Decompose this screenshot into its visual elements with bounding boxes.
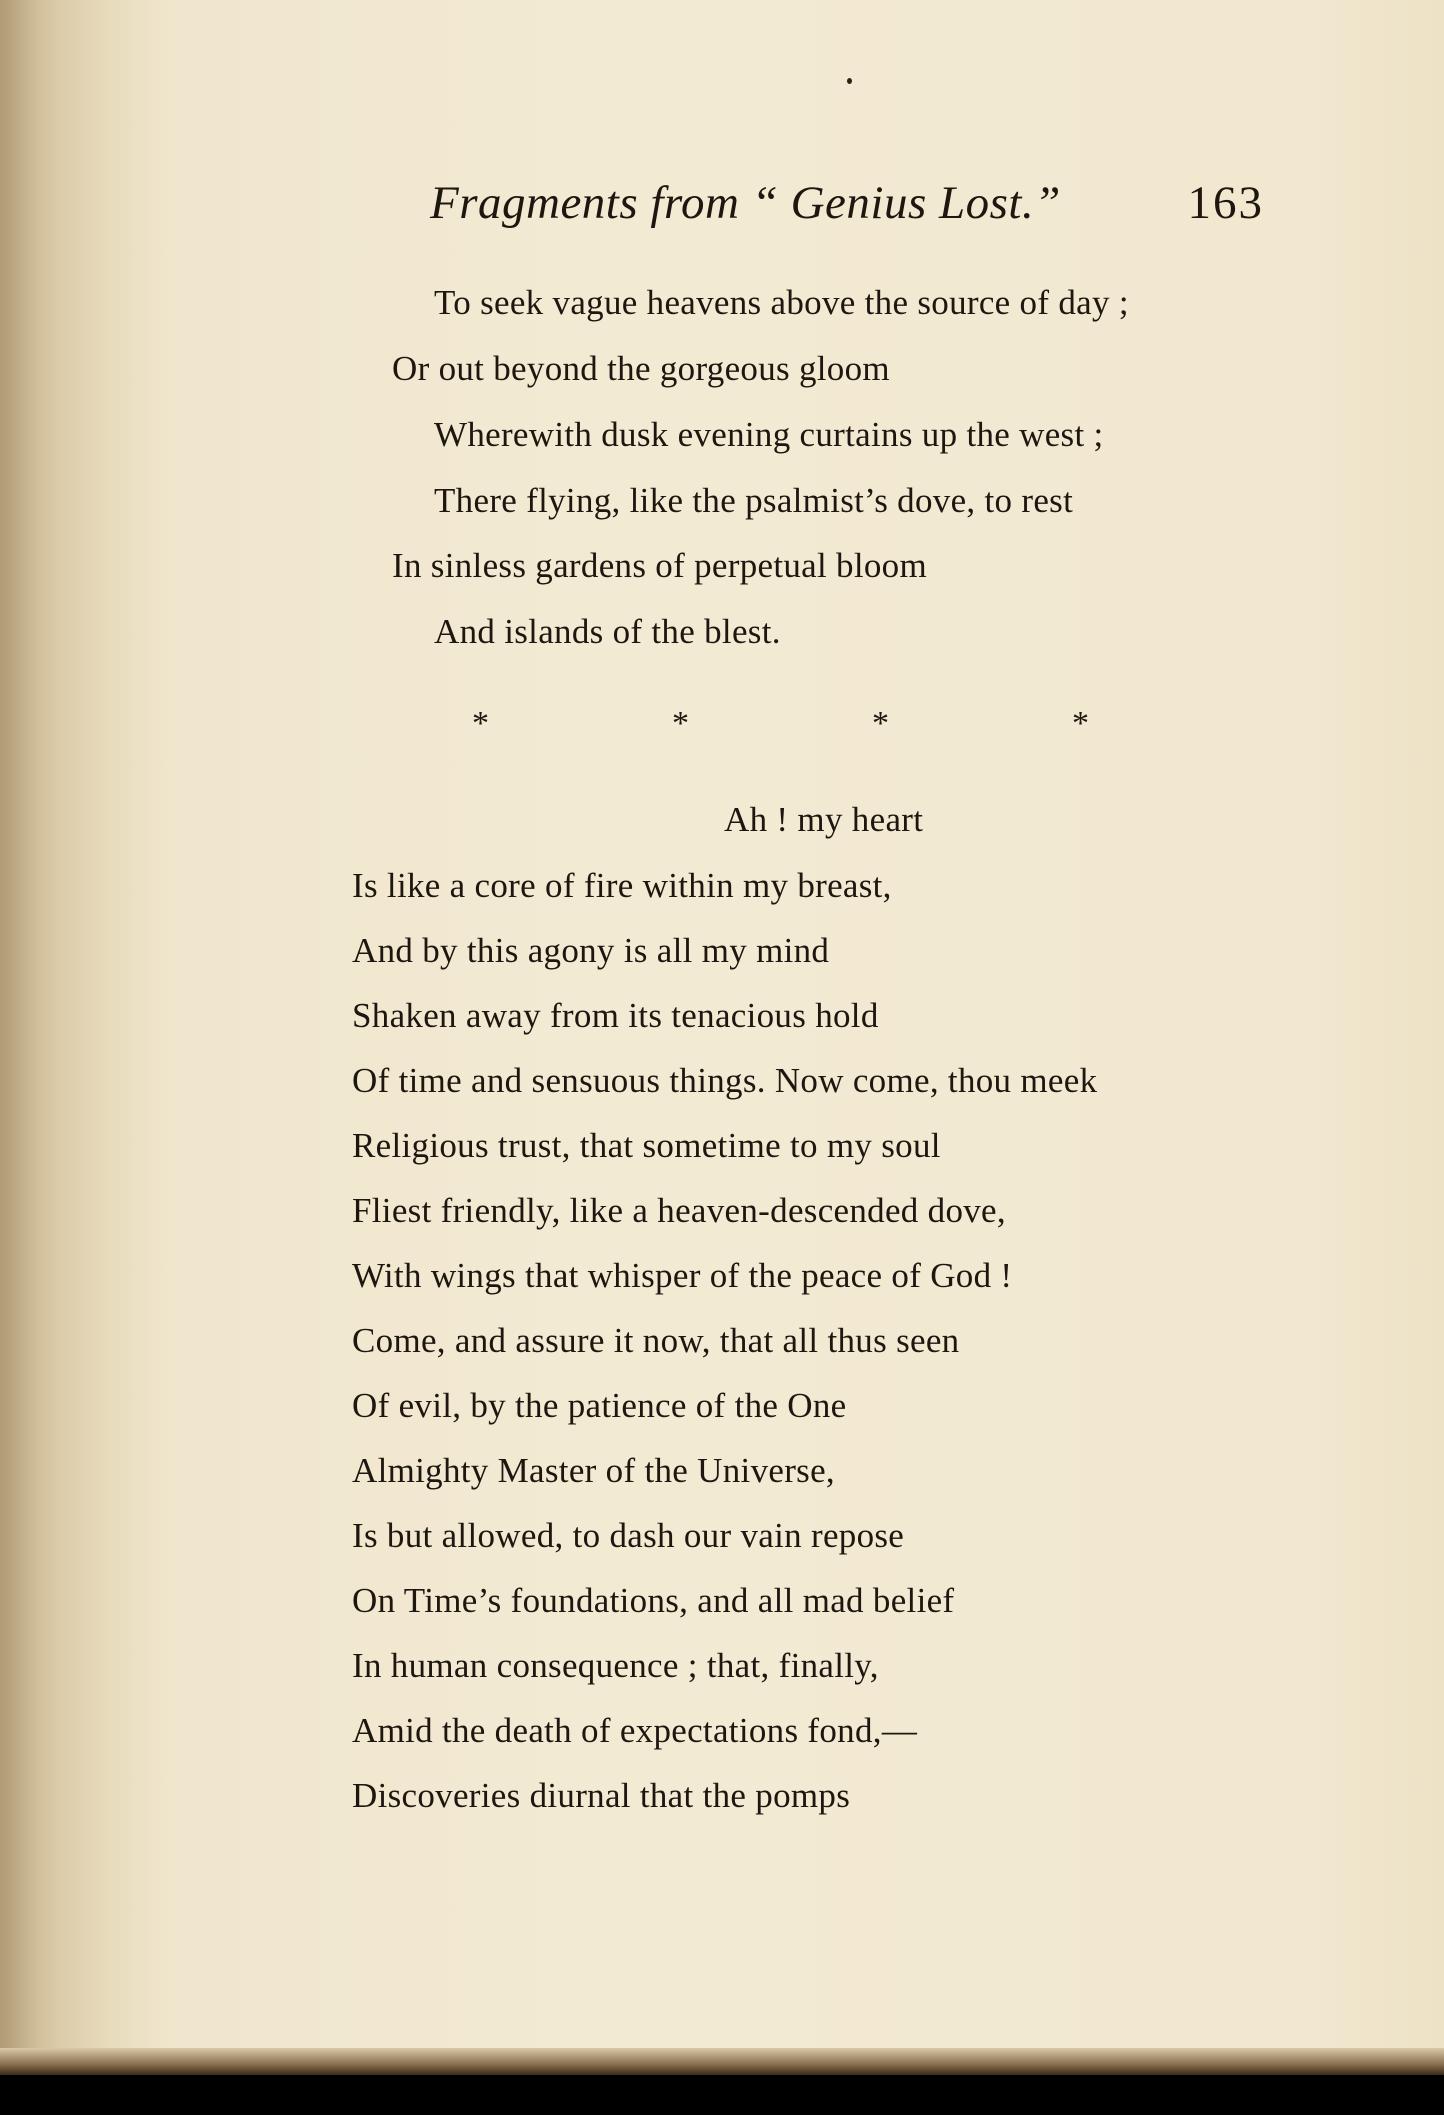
- poem-line: Almighty Master of the Universe,: [352, 1451, 835, 1490]
- poem-line: In sinless gardens of perpetual bloom: [392, 546, 928, 585]
- separator-asterisk: *: [872, 705, 889, 742]
- running-header: [430, 176, 1264, 236]
- poem-line: On Time’s foundations, and all mad belief: [352, 1581, 955, 1620]
- poem-line: Discoveries diurnal that the pomps: [352, 1776, 851, 1815]
- poem-line: Come, and assure it now, that all thus seen: [352, 1321, 960, 1360]
- poem-line: With wings that whisper of the peace of God !: [352, 1256, 1013, 1295]
- poem-line: Of evil, by the patience of the One: [352, 1386, 847, 1425]
- ink-speck: [847, 78, 852, 84]
- poem-line: There flying, like the psalmist’s dove, to rest: [434, 481, 1074, 520]
- poem-line: In human consequence ; that, finally,: [352, 1646, 879, 1685]
- poem-line: Shaken away from its tenacious hold: [352, 996, 879, 1035]
- page-spine-shadow: [0, 0, 150, 2075]
- poem-line: To seek vague heavens above the source of day ;: [434, 283, 1129, 322]
- separator-asterisk: *: [472, 705, 489, 742]
- running-title: Fragments from “ Genius Lost.”: [430, 177, 1061, 229]
- poem-line: And by this agony is all my mind: [352, 931, 830, 970]
- scan-border: [0, 2075, 1444, 2115]
- page-number: 163: [1187, 177, 1264, 229]
- separator-asterisk: *: [1072, 705, 1089, 742]
- poem-line: Is but allowed, to dash our vain repose: [352, 1516, 905, 1555]
- poem-line: And islands of the blest.: [434, 612, 781, 651]
- page-bottom-edge: [0, 2048, 1444, 2075]
- poem-line: Of time and sensuous things. Now come, thou meek: [352, 1061, 1098, 1100]
- separator-asterisk: *: [672, 705, 689, 742]
- poem-line: Ah ! my heart: [724, 800, 924, 839]
- poem-line: Amid the death of expectations fond,—: [352, 1711, 918, 1750]
- poem-line: Fliest friendly, like a heaven-descended dove,: [352, 1191, 1006, 1230]
- section-separator: [460, 705, 1120, 745]
- poem-line: Is like a core of fire within my breast,: [352, 866, 892, 905]
- poem-line: Wherewith dusk evening curtains up the west ;: [434, 415, 1104, 454]
- poem-line: Religious trust, that sometime to my soul: [352, 1126, 941, 1165]
- poem-line: Or out beyond the gorgeous gloom: [392, 349, 890, 388]
